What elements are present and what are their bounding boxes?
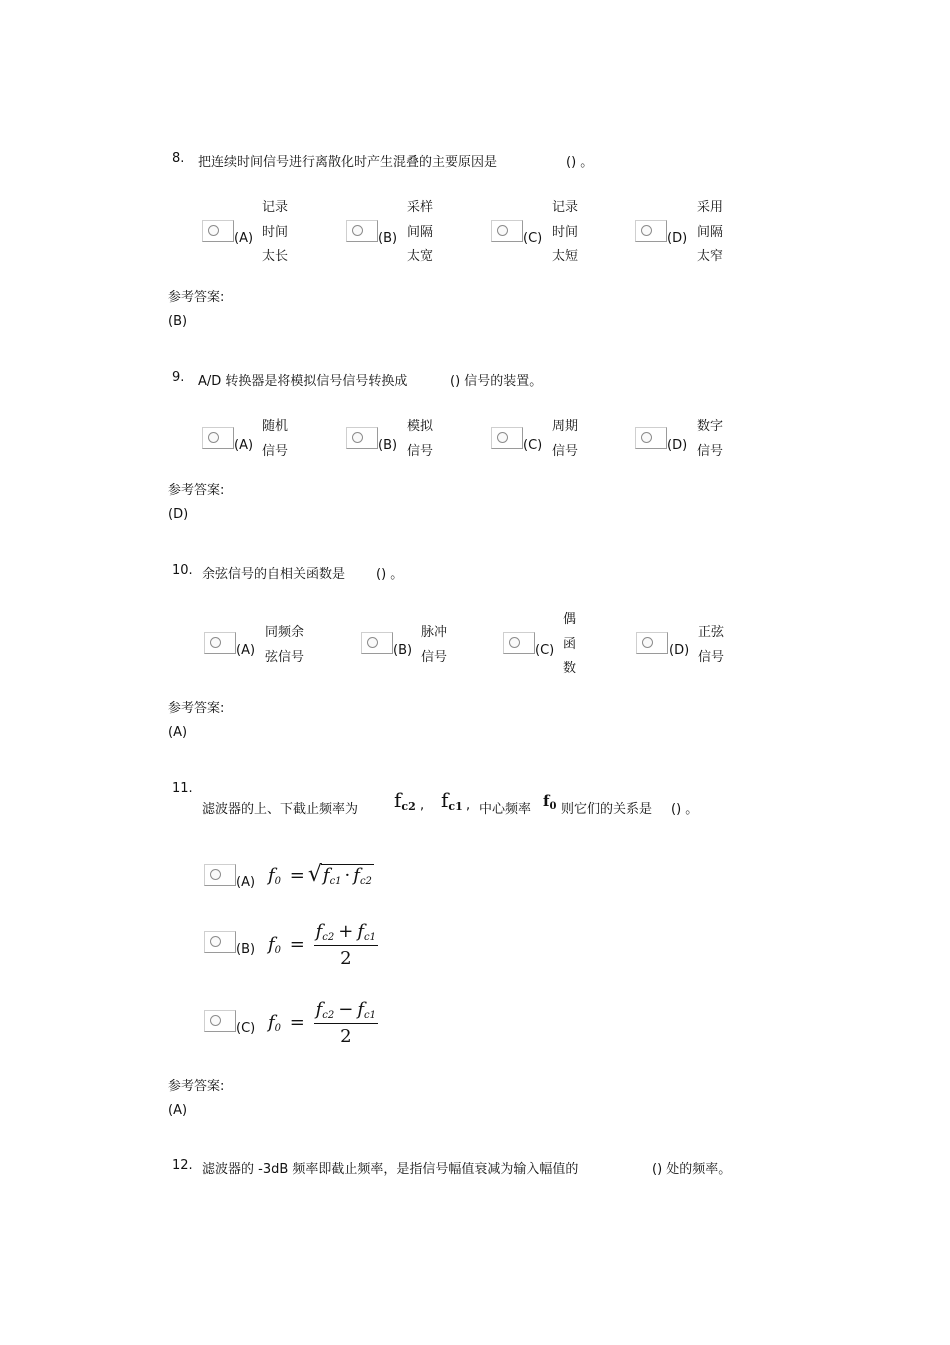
option-letter: (A) [236, 875, 256, 890]
question-blank: () 处的频率。 [652, 1162, 732, 1177]
answer-value: (B) [168, 314, 188, 329]
option-letter: (C) [535, 643, 555, 658]
option-letter: (D) [669, 643, 690, 658]
formula-fraction-sum: $f_0$ = $\frac{f_{c2} + f_{c1}}{2}$ [268, 921, 376, 969]
radio-button[interactable] [491, 220, 523, 242]
radio-button[interactable] [503, 632, 535, 654]
formula-sqrt: $f_0 = √f_{c1} \cdot f_{c2}$ [268, 862, 372, 887]
option-text: 同频余 弦信号 [265, 625, 305, 665]
question-stem: A/D 转换器是将模拟信号信号转换成 [198, 374, 408, 389]
symbol-fc1: $f_{c1}$ [441, 788, 463, 813]
option-letter: (B) [378, 438, 398, 453]
option-text: 偶 函 数 [563, 612, 577, 676]
radio-button[interactable] [204, 632, 236, 654]
question-stem: 则它们的关系是 [561, 802, 653, 817]
option-letter: (B) [236, 942, 256, 957]
answer-value: (A) [168, 725, 188, 740]
option-text: 记录 时间 太长 [262, 200, 289, 264]
radio-button[interactable] [204, 864, 236, 886]
symbol-fc2: $f_{c2}$ [394, 788, 416, 813]
answer-label: 参考答案: [168, 701, 225, 716]
option-text: 采样 间隔 太宽 [407, 200, 434, 264]
radio-button[interactable] [635, 220, 667, 242]
radio-button[interactable] [204, 931, 236, 953]
option-text: 随机 信号 [262, 419, 289, 459]
radio-button[interactable] [346, 427, 378, 449]
question-blank: () 。 [376, 567, 404, 582]
question-stem: 余弦信号的自相关函数是 [202, 567, 346, 582]
question-blank: () 。 [566, 155, 594, 170]
question-stem: 把连续时间信号进行离散化时产生混叠的主要原因是 [198, 155, 498, 170]
answer-value: (D) [168, 507, 189, 522]
separator: , [466, 798, 471, 813]
answer-label: 参考答案: [168, 290, 225, 305]
option-letter: (D) [667, 438, 688, 453]
radio-button[interactable] [636, 632, 668, 654]
option-letter: (C) [523, 231, 543, 246]
answer-label: 参考答案: [168, 1079, 225, 1094]
option-text: 周期 信号 [552, 419, 579, 459]
option-text: 采用 间隔 太窄 [697, 200, 724, 264]
option-letter: (C) [236, 1021, 256, 1036]
question-number: 12. [172, 1158, 193, 1173]
option-text: 正弦 信号 [698, 625, 725, 665]
option-text: 数字 信号 [697, 419, 724, 459]
radio-button[interactable] [635, 427, 667, 449]
radio-button[interactable] [204, 1010, 236, 1032]
answer-label: 参考答案: [168, 483, 225, 498]
option-letter: (C) [523, 438, 543, 453]
separator: , [420, 798, 425, 813]
question-blank: () 信号的装置。 [450, 374, 543, 389]
option-letter: (D) [667, 231, 688, 246]
radio-button[interactable] [361, 632, 393, 654]
question-number: 9. [172, 370, 185, 385]
question-number: 11. [172, 781, 193, 796]
option-text: 脉冲 信号 [421, 625, 448, 665]
question-stem: 滤波器的上、下截止频率为 [202, 802, 359, 817]
question-stem: 中心频率 [479, 802, 532, 817]
answer-value: (A) [168, 1103, 188, 1118]
sqrt-symbol: √ [307, 862, 322, 887]
question-stem: 滤波器的 -3dB 频率即截止频率，是指信号幅值衰减为输入幅值的 [202, 1162, 579, 1177]
option-letter: (A) [234, 231, 254, 246]
option-letter: (B) [393, 643, 413, 658]
option-letter: (A) [234, 438, 254, 453]
question-number: 8. [172, 151, 185, 166]
question-number: 10. [172, 563, 193, 578]
option-letter: (A) [236, 643, 256, 658]
option-text: 记录 时间 太短 [552, 200, 579, 264]
formula-fraction-diff: $f_0$ = $\frac{f_{c2} - f_{c1}}{2}$ [268, 999, 376, 1047]
option-letter: (B) [378, 231, 398, 246]
question-blank: () 。 [671, 802, 699, 817]
radio-button[interactable] [491, 427, 523, 449]
radio-button[interactable] [202, 220, 234, 242]
radio-button[interactable] [346, 220, 378, 242]
symbol-f0: $f_0$ [543, 792, 557, 812]
option-text: 模拟 信号 [407, 419, 434, 459]
radio-button[interactable] [202, 427, 234, 449]
